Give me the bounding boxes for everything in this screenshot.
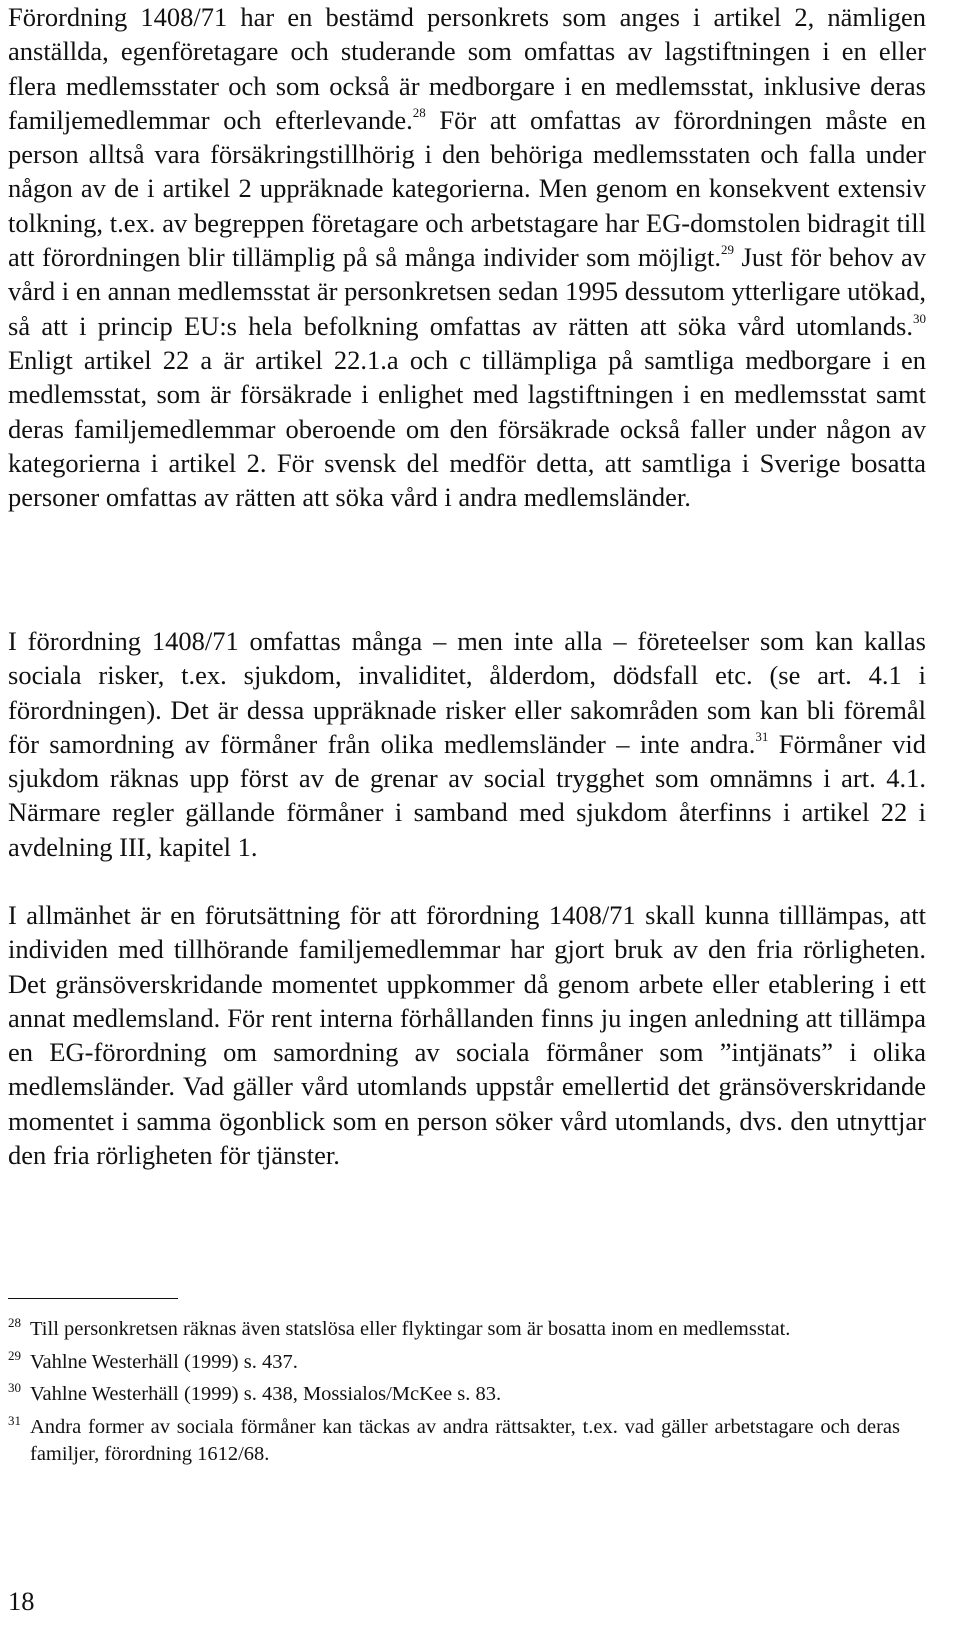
paragraph-text: Förmåner vid sjukdom räknas upp först av de grenar av social trygghet som omnämns i art. 4.1. Närmare regler gällande förmåner i samband med sjukdom återfinns i artikel 22 i avdelning III, kapitel 1. (8, 728, 926, 862)
paragraph-text: Just för behov av vård i en annan medlemsstat är personkretsen sedan 1995 dessutom ytterligare utökad, så att i princip EU:s hela befolkning omfattas av rätten att söka vård utomlands. (8, 242, 926, 341)
document-page (8, 0, 953, 1628)
footnote-text: Vahlne Westerhäll (1999) s. 437. (30, 1350, 298, 1373)
footnote-item (8, 1414, 900, 1469)
paragraph-text: För att omfattas av förordningen måste en person alltså vara försäkringstillhörig i den behöriga medlemsstaten och falla under någon av de i artikel 2 uppräknade kategorierna. Men genom en konsekvent extensiv tolkning, t.ex. av begreppen företagare och arbetstagare har EG-domstolen bidragit till att förordningen blir tillämplig på så många individer som möjligt. (8, 104, 927, 273)
footnote-item (8, 1349, 900, 1377)
footnote-item (8, 1381, 900, 1409)
footnote-number: 29 (8, 1347, 21, 1363)
footnote-reference[interactable]: 29 (721, 242, 735, 258)
paragraph-personkrets (8, 0, 926, 514)
footnote-reference[interactable]: 28 (412, 105, 426, 121)
footnote-number: 28 (8, 1315, 21, 1330)
footnote-text: Till personkretsen räknas även statslösa eller flyktingar som är bosatta inom en medlemsstat. (30, 1318, 791, 1340)
paragraph-text: Förordning 1408/71 har en bestämd personkrets som anges i artikel 2, nämligen anställda, egenföretagare och studerande som omfattas av lagstiftningen i en eller flera medlemsstater och som också är medborgare i en medlemsstat, inklusive deras familjemedlemmar och efterlevande. (8, 2, 926, 135)
footnote-separator (8, 1298, 178, 1299)
footnote-item (8, 1316, 900, 1344)
footnote-number: 31 (8, 1412, 21, 1428)
footnote-text: Vahlne Westerhäll (1999) s. 438, Mossialos/McKee s. 83. (30, 1383, 502, 1405)
paragraph-fri-rorlighet: I allmänhet är en förutsättning för att förordning 1408/71 skall kunna tilllämpas, att individen med tillhörande familjemedlemmar har gjort bruk av den fria rörligheten. Det gränsöverskridande momentet uppkommer då genom arbete eller etablering i ett annat medlemsland. För rent interna förhållanden finns ju ingen anledning att tillämpa en EG-förordning om samordning av sociala förmåner som ”intjänats” i olika medlemsländer. Vad gäller vård utomlands uppstår emellertid det gränsöverskridande momentet i samma ögonblick som en person söker vård utomlands, dvs. den utnyttjar den fria rörligheten för tjänster. (8, 900, 926, 1171)
footnotes-section (8, 1316, 926, 1474)
paragraph-sociala-risker (8, 624, 926, 864)
footnote-text: Andra former av sociala förmåner kan täckas av andra rättsakter, t.ex. vad gäller arbetstagare och deras familjer, förordning 1612/68. (30, 1415, 900, 1465)
paragraph-text: Enligt artikel 22 a är artikel 22.1.a och c tillämpliga på samtliga medborgare i en medlemsstat, som är försäkrade i enlighet med lagstiftningen i en medlemsstat samt deras familjemedlemmar oberoende om den försäkrade också faller under någon av kategorierna i artikel 2. För svensk del medför detta, att samtliga i Sverige bosatta personer omfattas av rätten att söka vård i andra medlemsländer. (8, 344, 926, 513)
footnote-number: 30 (8, 1380, 21, 1395)
footnote-reference[interactable]: 30 (913, 310, 926, 326)
paragraph-text: I förordning 1408/71 omfattas många – men inte alla – företeelser som kan kallas sociala risker, t.ex. sjukdom, invaliditet, ålderdom, dödsfall etc. (se art. 4.1 i förordningen). Det är dessa uppräknade risker eller sakområden som kan bli föremål för samordning av förmåner från olika medlemsländer – inte andra. (8, 626, 926, 759)
page-number: 18 (8, 1586, 35, 1616)
footnote-reference[interactable]: 31 (755, 729, 769, 745)
